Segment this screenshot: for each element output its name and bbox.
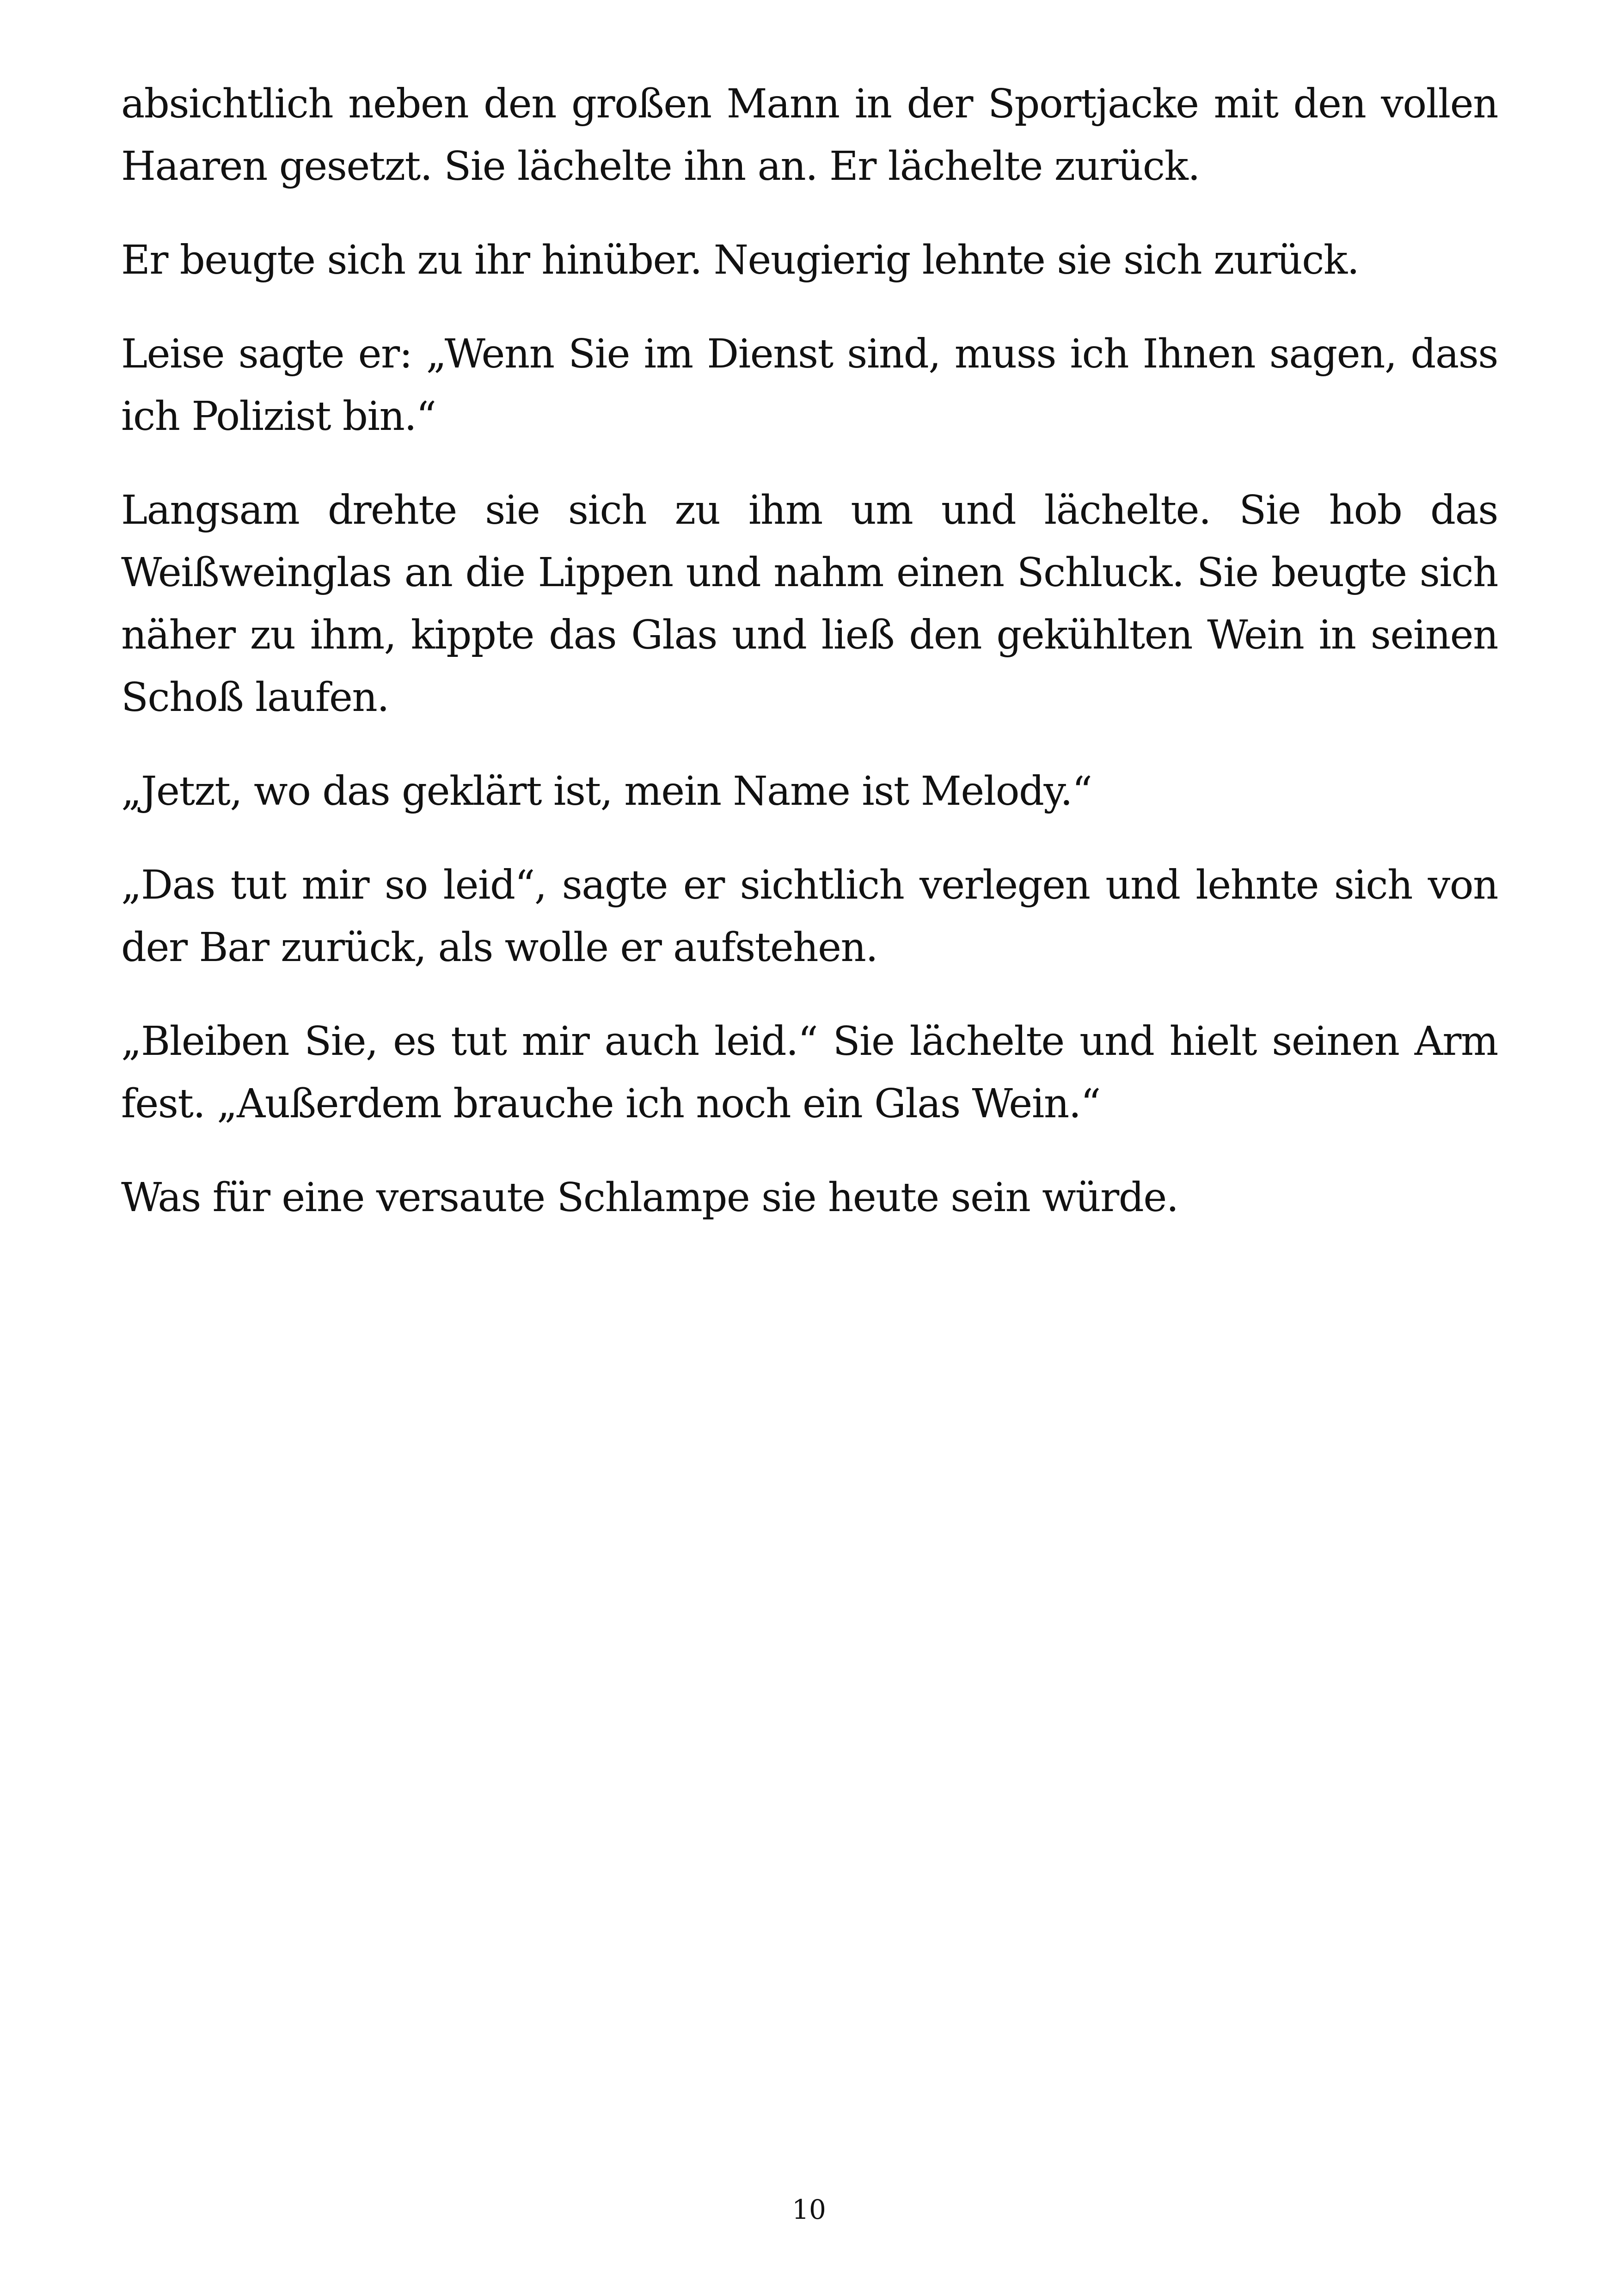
paragraph: Langsam drehte sie sich zu ihm um und lächelte. Sie hob das Weißweinglas an die Lippen und nahm einen Schluck. Sie beugte sich näher zu ihm, kippte das Glas und ließ den gekühlten Wein in seinen Schoß laufen. [121,487,1498,721]
paragraph: absichtlich neben den großen Mann in der Sportjacke mit den vollen Haaren gesetzt. Sie lächelte ihn an. Er lächelte zurück. [121,81,1498,190]
paragraph: „Das tut mir so leid“, sagte er sichtlich verlegen und lehnte sich von der Bar zurück, als wolle er aufstehen. [121,862,1498,971]
paragraph: „Bleiben Sie, es tut mir auch leid.“ Sie lächelte und hielt seinen Arm fest. „Außerdem brauche ich noch ein Glas Wein.“ [121,1018,1498,1127]
body-text [121,73,1498,1261]
paragraph: Was für eine versaute Schlampe sie heute sein würde. [121,1175,1178,1221]
paragraph: Er beugte sich zu ihr hinüber. Neugierig lehnte sie sich zurück. [121,237,1359,283]
paragraph: Leise sagte er: „Wenn Sie im Dienst sind, muss ich Ihnen sagen, dass ich Polizist bin.“ [121,331,1498,440]
page-number: 10 [792,2194,826,2225]
paragraph: „Jetzt, wo das geklärt ist, mein Name ist Melody.“ [121,768,1092,814]
